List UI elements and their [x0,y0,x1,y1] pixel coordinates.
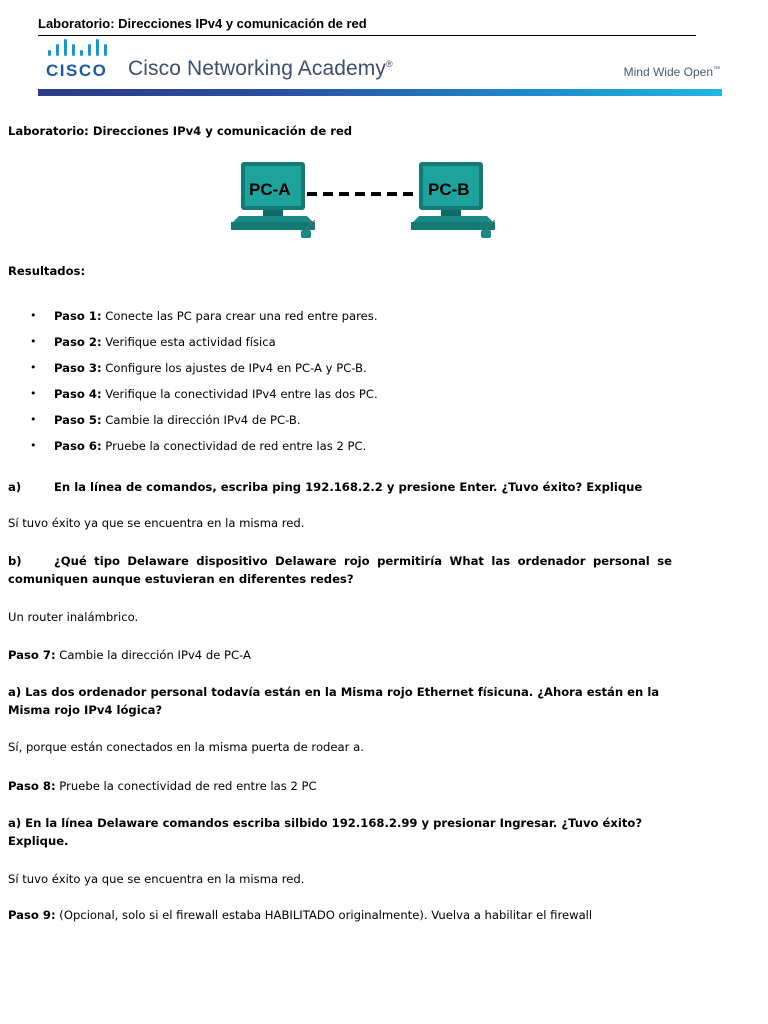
pc-a-label: PC-A [249,180,291,199]
tagline-text: Mind Wide Open [623,65,713,79]
question-b-label: b) [8,554,22,568]
header-title: Laboratorio: Direcciones IPv4 y comunicación de red [38,16,367,31]
step-label: Paso 3: [54,361,102,375]
paso-8-label: Paso 8: [8,779,56,793]
paso-7-text: Cambie la dirección IPv4 de PC-A [55,648,251,662]
cisco-logo-text: CISCO [46,61,108,80]
step-label: Paso 5: [54,413,102,427]
paso-9 [8,906,672,924]
pc-b-label: PC-B [428,180,470,199]
paso-7 [8,646,672,664]
network-diagram [223,158,503,242]
step-label: Paso 4: [54,387,102,401]
step-text: Verifique la conectividad IPv4 entre las dos PC. [101,387,378,401]
list-item [8,385,672,411]
step-text: Verifique esta actividad física [101,335,276,349]
lab-title: Laboratorio: Direcciones IPv4 y comunicación de red [8,124,353,138]
registered-mark: ® [386,59,393,69]
list-item [8,411,672,437]
pc-b-icon [411,162,495,238]
question-a-text: En la línea de comandos, escriba ping 192.168.2.2 y presione Enter. ¿Tuvo éxito? Explique [54,480,643,494]
question-a [8,478,672,496]
paso-8 [8,777,672,795]
step-text: Pruebe la conectividad de red entre las 2 PC. [101,439,367,453]
list-item [8,359,672,385]
paso-8-text: Pruebe la conectividad de red entre las 2 PC [55,779,317,793]
list-item [8,437,672,463]
academy-name [128,57,393,81]
question-7a: a) Las dos ordenador personal todavía están en la Misma rojo Ethernet físicuna. ¿Ahora están en la Misma rojo IPv4 lógica? [8,685,660,717]
question-b [8,552,672,588]
paso-9-label: Paso 9: [8,908,56,922]
header-gradient-bar [38,89,722,96]
step-text: Conecte las PC para crear una red entre pares. [101,309,378,323]
step-text: Cambie la dirección IPv4 de PC-B. [101,413,301,427]
question-b-text: ¿Qué tipo Delaware dispositivo Delaware rojo permitiría What las ordenador personal se comuniquen aunque estuvieran en diferentes redes? [8,554,672,586]
pc-a-icon [231,162,315,238]
list-item [8,333,672,359]
step-label: Paso 6: [54,439,102,453]
trademark-mark: ™ [713,66,720,73]
question-a-label: a) [8,480,22,494]
step-label: Paso 1: [54,309,102,323]
steps-list [8,307,672,463]
tagline [624,65,720,79]
answer-1: Sí tuvo éxito ya que se encuentra en la misma red. [8,516,305,530]
results-heading: Resultados: [8,264,86,278]
answer-3: Sí, porque están conectados en la misma puerta de rodear a. [8,740,364,754]
question-8a: a) En la línea Delaware comandos escriba silbido 192.168.2.99 y presionar Ingresar. ¿Tuvo éxito? Explique. [8,816,643,848]
header-rule [38,35,696,36]
list-item [8,307,672,333]
step-label: Paso 2: [54,335,102,349]
step-text: Configure los ajustes de IPv4 en PC-A y PC-B. [101,361,367,375]
answer-4: Sí tuvo éxito ya que se encuentra en la misma red. [8,872,305,886]
paso-9-text: (Opcional, solo si el firewall estaba HABILITADO originalmente). Vuelva a habilitar el firewall [55,908,593,922]
answer-2: Un router inalámbrico. [8,610,139,624]
paso-7-label: Paso 7: [8,648,56,662]
academy-text: Cisco Networking Academy [128,57,386,80]
